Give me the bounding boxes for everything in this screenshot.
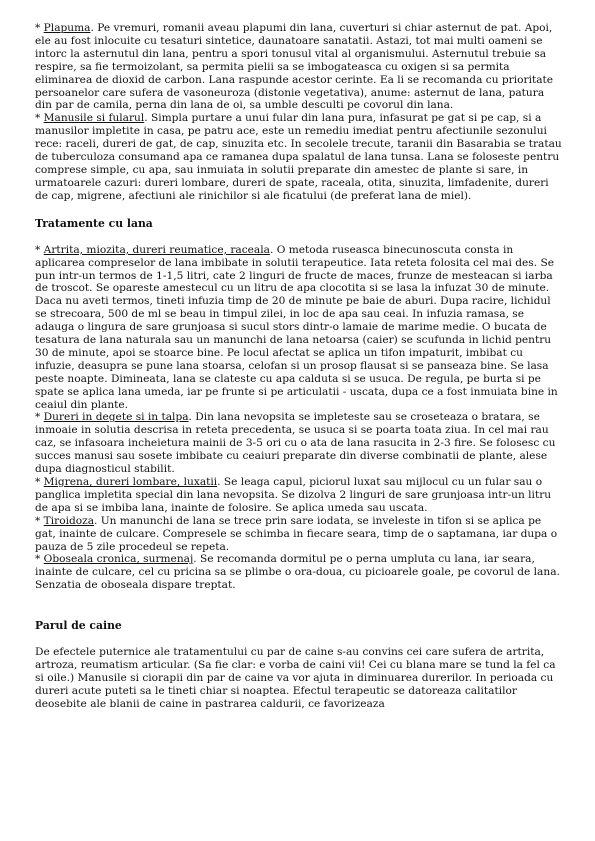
term-migrena: Migrena, dureri lombare, luxatii <box>43 476 218 488</box>
bullet-mark: * <box>35 553 44 566</box>
bullet-mark: * <box>35 476 44 488</box>
paragraph-artrita <box>35 244 563 412</box>
term-dureri-degete: Dureri in degete si in talpa <box>43 411 189 424</box>
heading-tratamente-cu-lana: Tratamente cu lana <box>35 216 153 230</box>
bullet-mark: * <box>35 243 44 256</box>
term-artrita: Artrita, miozita, dureri reumatice, raceala <box>43 243 270 256</box>
bullet-mark: * <box>35 514 44 527</box>
document-page <box>35 22 563 711</box>
term-oboseala: Oboseala cronica, surmenaj <box>43 553 194 566</box>
text-dureri-degete: . Din lana nevopsita se impleteste sau se croseteaza o bratara, se inmoaie in solutia descrisa in reteta precedenta, se usuca si se poarta toata ziua. In cel mai rau caz, se infasoara incheietura mainii de 3-5 ori cu o ata de lana rasucita in 2-3 fire. Se folosesc cu succes manusi sau sosete imbibate cu ceaiuri preparate din diverse combinatii de plante, alese dupa diagnosticul stabilit. <box>35 411 556 476</box>
paragraph-manusile-fularul <box>35 112 563 202</box>
paragraph-migrena <box>35 476 563 515</box>
text-artrita: . O metoda ruseasca binecunoscuta consta in aplicarea compreselor de lana imbibate in solutii terapeutice. Iata reteta folosita cel mai des. Se pun intr-un termos de 1-1,5 litri, cate 2 linguri de fructe de maces, frunze de mesteacan si iarba de troscot. Se opareste amestecul cu un litru de apa clocotita si se lasa la infuzat 30 de minute. Daca nu aveti termos, tineti infuzia timp de 20 de minute pe baie de aburi. Dupa racire, lichidul se strecoara, 500 de ml se beau in timpul zilei, in loc de apa sau ceai. In infuzia ramasa, se adauga o lingura de sare grunjoasa si sucul stors dintr-o lamaie de marime medie. O bucata de tesatura de lana naturala sau un manunchi de lana netoarsa (caier) se scufunda in lichid pentru 30 de minute, apoi se stoarce bine. Pe locul afectat se aplica un tifon impaturit, imbibat cu infuzie, deasupra se pune lana stoarsa, celofan si un prosop flausat si se panseaza bine. Se lasa peste noapte. Dimineata, lana se clateste cu apa calduta si se usuca. De regula, pe burta si pe spate se aplica lana umeda, iar pe frunte si pe articulatii - uscata, dupa ce a fost inmuiata bine in ceaiul din plante. <box>35 243 558 411</box>
text-plapuma: . Pe vremuri, romanii aveau plapumi din lana, cuverturi si chiar asternut de pat. Apoi, ele au fost inlocuite cu tesaturi sintetice, daunatoare sanatatii. Astazi, tot mai multi oameni se intorc la asternutul din lana, pentru a spori tonusul vital al organismului. Asternutul trebuie sa respire, sa fie termoizolant, sa permita pielii sa se imbogateasca cu oxigen si sa permita eliminarea de dioxid de carbon. Lana raspunde acestor cerinte. Ea li se recomanda cu prioritate persoanelor care sufera de vasoneuroza (distonie vegetativa), anume: asternut de lana, patura din par de camila, perna din lana de oi, sa umble desculti pe covorul din lana. <box>35 22 554 112</box>
paragraph-dureri-degete <box>35 411 563 476</box>
term-plapuma: Plapuma <box>43 22 91 34</box>
paragraph-tiroidoza <box>35 515 563 554</box>
bullet-mark: * <box>35 411 44 424</box>
text-oboseala: . Se recomanda dormitul pe o perna umpluta cu lana, iar seara, inainte de culcare, cel cu pricina sa se plimbe o ora-doua, cu picioarele goale, pe covorul de lana. Senzatia de oboseala dispare treptat. <box>35 553 560 592</box>
text-tiroidoza: . Un manunchi de lana se trece prin sare iodata, se inveleste in tifon si se aplica pe gat, inainte de culcare. Compresele se schimba in fiecare seara, timp de o saptamana, iar dupa o pauza de 5 zile procedeul se repeta. <box>35 514 558 553</box>
term-manusile-fularul: Manusile si fularul <box>43 112 145 125</box>
text-migrena: . Se leaga capul, piciorul luxat sau mijlocul cu un fular sau o panglica impletita special din lana nevopsita. Se dizolva 2 linguri de sare grunjoasa intr-un litru de apa si se imbiba lana, inainte de folosire. Se aplica umeda sau uscata. <box>35 476 552 514</box>
text-manusile-fularul: . Simpla purtare a unui fular din lana pura, infasurat pe gat si pe cap, si a manusilor impletite in casa, pe patru ace, este un remediu imediat pentru afectiunile sezonului rece: raceli, dureri de gat, de cap, sinuzita etc. In secolele trecute, taranii din Basarabia se tratau de tuberculoza consumand apa ce ramanea dupa spalatul de lana tunsa. Lana se foloseste pentru comprese simple, cu apa, sau inmuiata in solutii preparate din amestec de plante si sare, in urmatoarele cazuri: dureri lombare, dureri de spate, raceala, otita, sinuzita, limfadenite, dureri de cap, migrene, afectiuni ale rinichilor si ale ficatului (de preferat lana de miel). <box>35 112 562 202</box>
bullet-mark: * <box>35 112 44 125</box>
paragraph-plapuma <box>35 22 563 112</box>
term-tiroidoza: Tiroidoza <box>43 514 95 527</box>
bullet-mark: * <box>35 22 44 34</box>
paragraph-oboseala <box>35 553 563 592</box>
paragraph-parul-de-caine: De efectele puternice ale tratamentului cu par de caine s-au convins cei care sufera de artrita, artroza, reumatism articular. (Sa fie clar: e vorba de caini vii! Cei cu blana mare se tund la fel ca si oile.) Manusile si ciorapii din par de caine va vor ajuta in diminuarea durerilor. In perioada cu dureri acute puteti sa le tineti chiar si noaptea. Efectul terapeutic se datoreaza calitatilor deosebite ale blanii de caine in pastrarea caldurii, ce favorizeaza <box>35 646 556 710</box>
heading-parul-de-caine: Parul de caine <box>35 619 122 633</box>
